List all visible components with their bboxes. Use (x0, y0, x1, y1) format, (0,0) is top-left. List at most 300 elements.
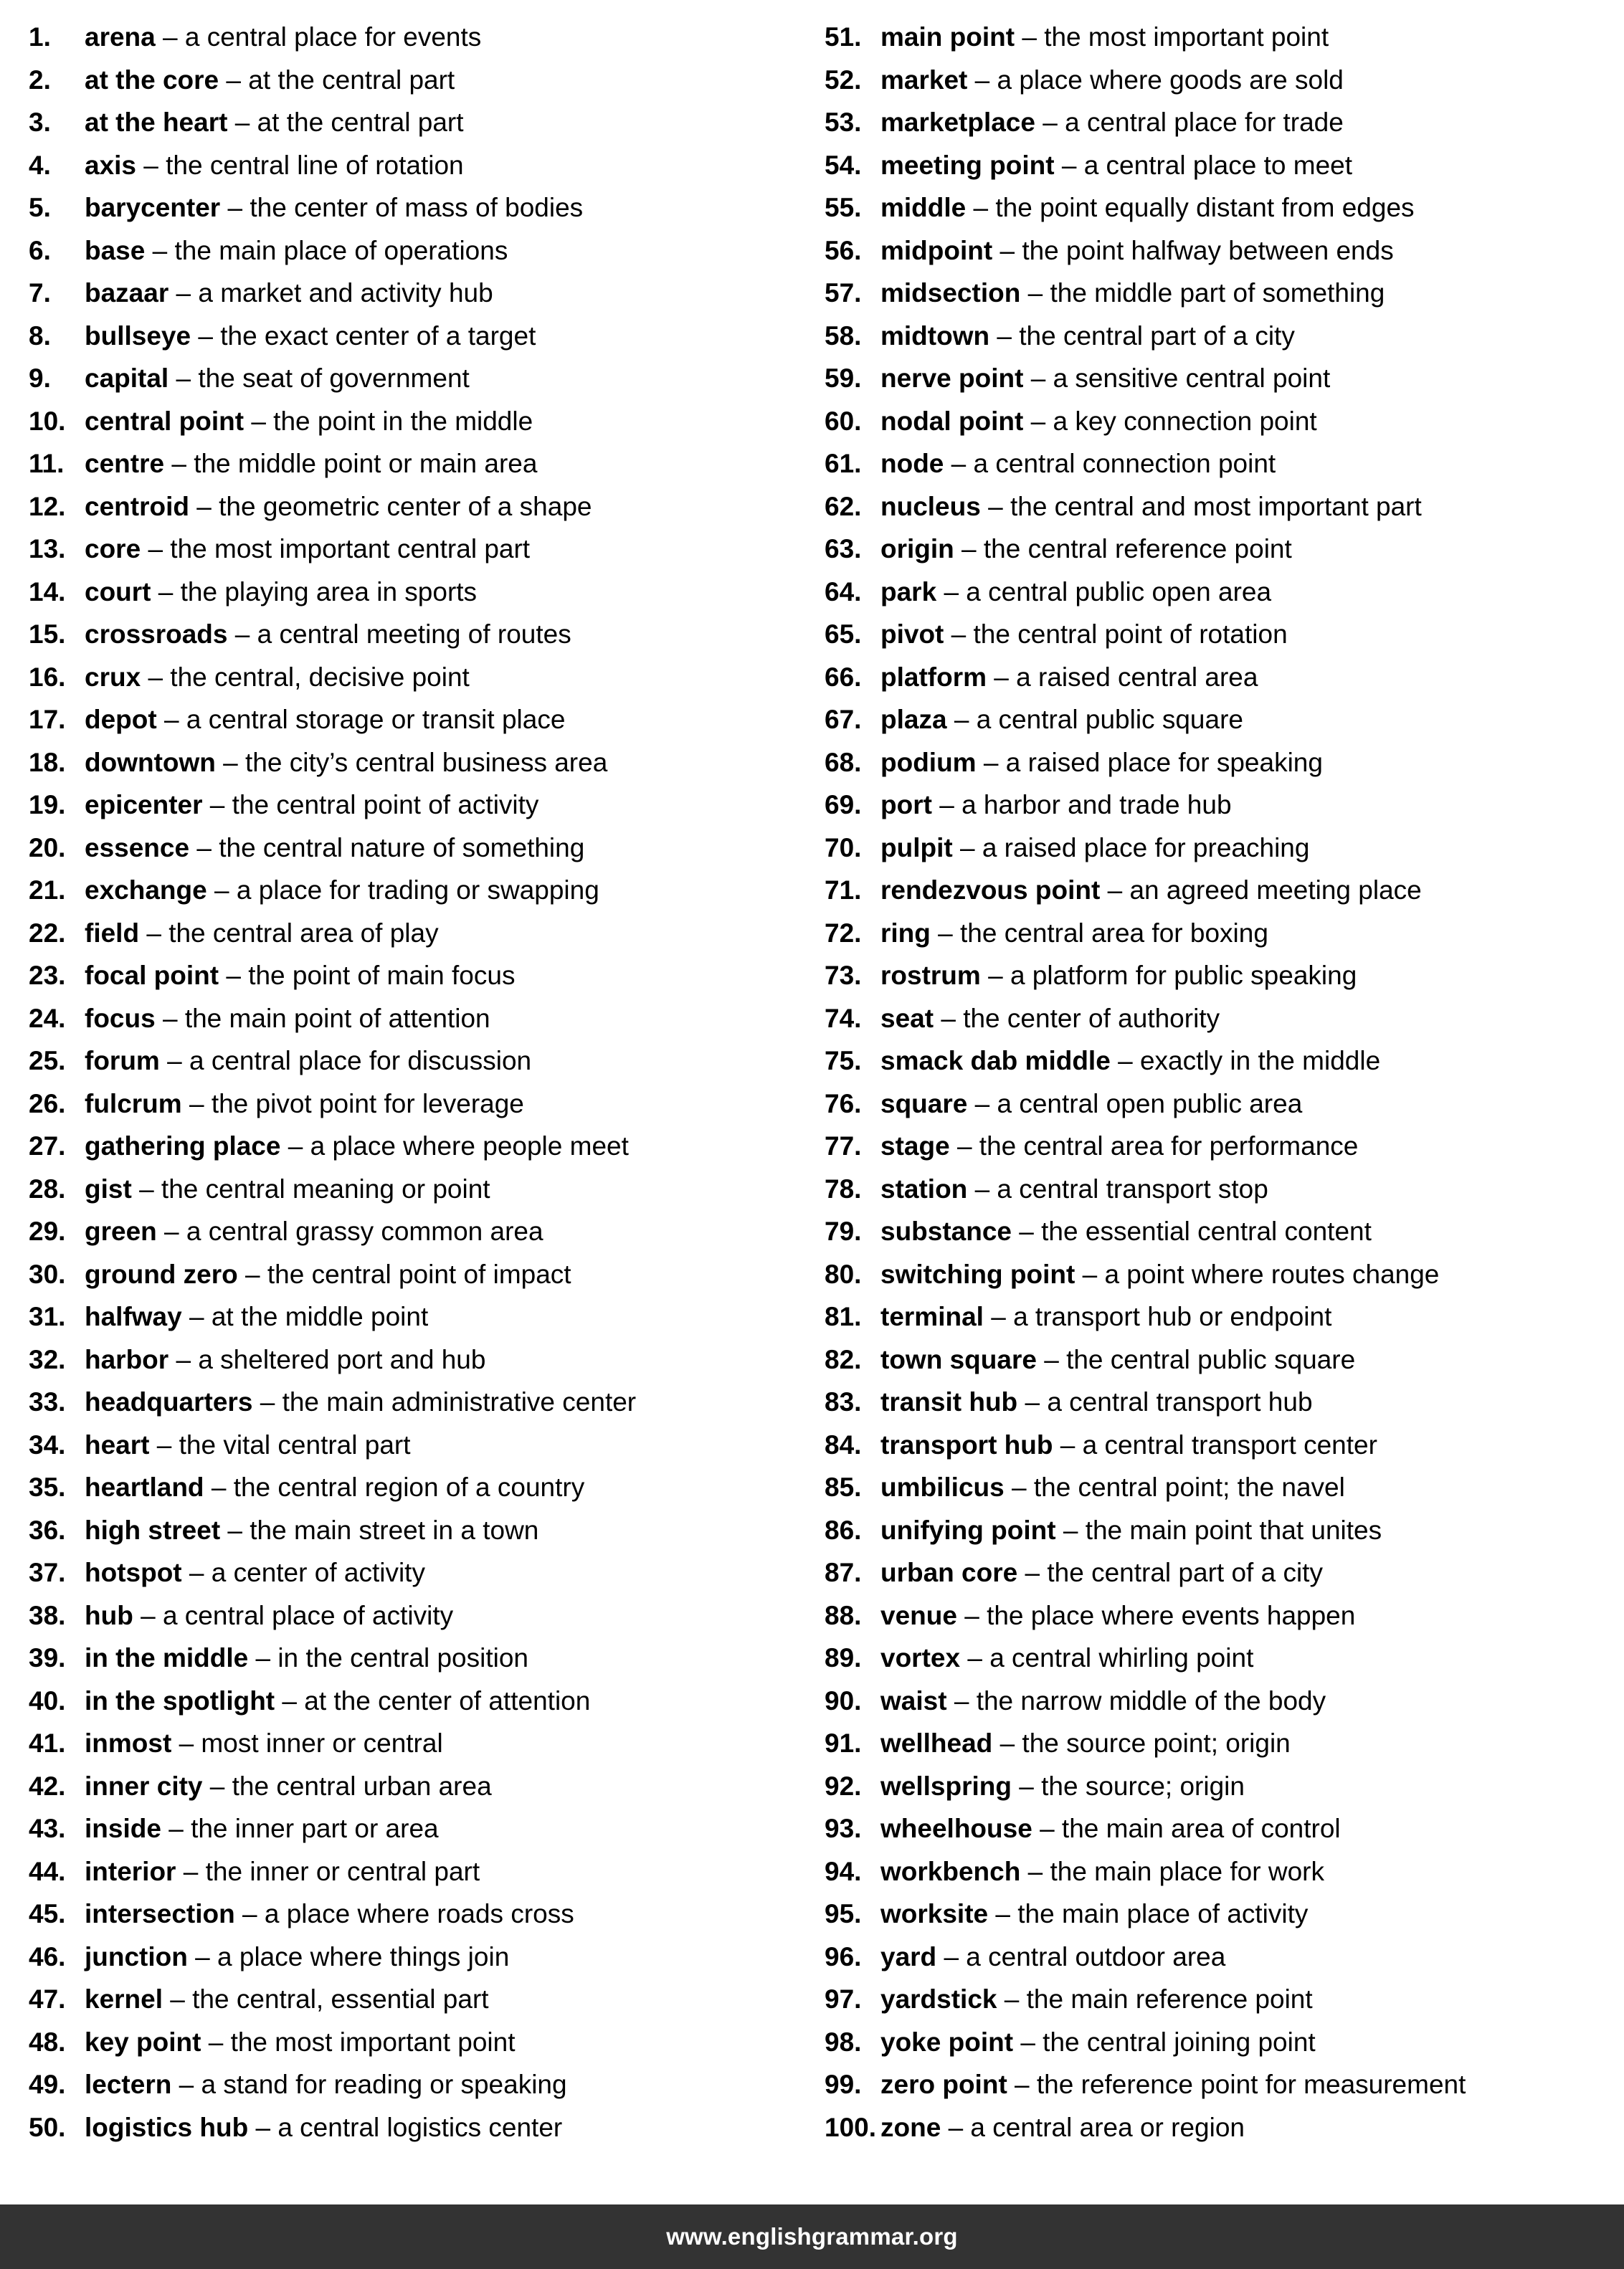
list-item-separator: – (148, 534, 163, 563)
list-item-body (85, 16, 481, 59)
list-item-body (880, 1850, 1324, 1893)
list-item-definition: a place where people meet (310, 1131, 629, 1161)
list-item (29, 2021, 810, 2064)
list-item-definition: a central transport hub (1047, 1387, 1313, 1417)
list-item-separator: – (179, 1728, 194, 1758)
list-item-term: umbilicus (880, 1473, 1005, 1502)
list-item-separator: – (189, 1088, 204, 1118)
list-item-number: 62. (825, 491, 862, 521)
list-item-definition: the point of main focus (248, 961, 516, 990)
list-item (29, 400, 810, 443)
list-item (825, 186, 1599, 229)
list-item-separator: – (939, 790, 954, 819)
list-item-number: 22. (29, 918, 66, 948)
list-item-definition: a raised place for speaking (1005, 747, 1323, 777)
list-item-body (85, 528, 530, 571)
list-item-number: 92. (825, 1771, 862, 1801)
list-item-body (85, 784, 538, 827)
list-item-term: harbor (85, 1344, 169, 1374)
list-item-definition: a harbor and trade hub (961, 790, 1232, 819)
list-item-term: station (880, 1174, 968, 1204)
list-item-term: depot (85, 705, 157, 734)
list-item-body (880, 272, 1385, 315)
list-item-body (85, 1295, 428, 1338)
list-item-term: urban core (880, 1558, 1018, 1587)
list-item (29, 613, 810, 656)
list-item-separator: – (944, 1941, 959, 1971)
list-item-number: 91. (825, 1728, 862, 1758)
list-item-number: 8. (29, 320, 51, 351)
list-item-term: terminal (880, 1302, 984, 1331)
list-item-number: 95. (825, 1899, 862, 1928)
list-item (825, 698, 1599, 741)
list-item-number: 10. (29, 406, 66, 436)
two-column-layout (22, 16, 1602, 2149)
list-item-definition: the central urban area (232, 1771, 492, 1801)
list-item-term: nucleus (880, 491, 981, 521)
right-column (810, 16, 1599, 2149)
list-item-body (85, 1253, 571, 1296)
list-item-body (880, 1125, 1358, 1168)
list-item-definition: a center of activity (211, 1558, 425, 1587)
list-item-definition: the central, decisive point (170, 662, 470, 692)
list-item (29, 1338, 810, 1381)
list-item (825, 1381, 1599, 1424)
list-item (825, 1893, 1599, 1936)
list-item-separator: – (163, 705, 179, 734)
list-item-body (880, 1083, 1302, 1126)
list-item-number: 18. (29, 747, 66, 777)
list-item-definition: the main place of activity (1017, 1899, 1309, 1928)
list-item-body (880, 1168, 1268, 1211)
list-item-term: stage (880, 1131, 950, 1161)
list-item-definition: a central place of activity (162, 1600, 454, 1630)
list-item-separator: – (176, 278, 191, 308)
list-item-body (880, 1978, 1313, 2021)
list-item-term: port (880, 790, 932, 819)
list-item-term: zone (880, 2112, 941, 2142)
list-item (825, 2021, 1599, 2064)
list-item (825, 528, 1599, 571)
list-item-number: 49. (29, 2070, 66, 2099)
list-item-separator: – (1061, 150, 1077, 180)
list-item (825, 912, 1599, 955)
list-item-term: worksite (880, 1899, 989, 1928)
list-item-body (85, 485, 592, 528)
list-item (825, 1040, 1599, 1083)
list-item-number: 50. (29, 2112, 66, 2142)
list-item (825, 101, 1599, 144)
list-item (29, 1850, 810, 1893)
list-item-body (880, 1551, 1323, 1594)
list-item-term: essence (85, 832, 190, 862)
list-item (825, 442, 1599, 485)
list-item-number: 27. (29, 1131, 66, 1161)
list-item-definition: a central public square (976, 705, 1243, 734)
list-item-term: seat (880, 1003, 934, 1033)
list-item-term: focal point (85, 961, 219, 990)
list-item-number: 37. (29, 1558, 66, 1587)
list-item-number: 81. (825, 1302, 862, 1331)
list-item-term: intersection (85, 1899, 235, 1928)
list-item-separator: – (964, 1600, 979, 1630)
list-item-separator: – (1027, 1856, 1043, 1886)
list-item-definition: a central place for discussion (189, 1046, 532, 1075)
list-item-separator: – (141, 1600, 156, 1630)
list-item-body (880, 1680, 1326, 1723)
list-item-separator: – (948, 2112, 964, 2142)
list-item-body (880, 1594, 1355, 1637)
list-item-definition: a place where things join (217, 1941, 510, 1971)
list-item-definition: a transport hub or endpoint (1013, 1302, 1332, 1331)
list-item-separator: – (991, 1302, 1006, 1331)
list-item (825, 1594, 1599, 1637)
list-item (825, 1765, 1599, 1808)
list-item-body (880, 59, 1344, 102)
list-item (825, 272, 1599, 315)
list-item-number: 25. (29, 1046, 66, 1075)
list-item (825, 1168, 1599, 1211)
list-item-body (880, 400, 1317, 443)
list-item-number: 48. (29, 2027, 66, 2057)
list-item-definition: the point equally distant from edges (995, 193, 1415, 222)
list-item-body (85, 229, 508, 272)
list-item-separator: – (196, 491, 212, 521)
list-item-term: arena (85, 22, 156, 52)
list-item-definition: at the middle point (211, 1302, 429, 1331)
list-item (29, 2106, 810, 2149)
list-item (825, 613, 1599, 656)
list-item-separator: – (973, 193, 989, 222)
list-item-body (880, 613, 1288, 656)
list-item-number: 56. (825, 235, 862, 265)
list-item-number: 23. (29, 961, 66, 990)
list-item-number: 90. (825, 1685, 862, 1716)
list-item-number: 19. (29, 790, 66, 819)
list-item-term: at the heart (85, 108, 228, 137)
list-item-separator: – (938, 918, 953, 948)
list-item-body (880, 16, 1329, 59)
list-item-number: 32. (29, 1344, 66, 1374)
list-item-term: green (85, 1217, 157, 1246)
synonym-list-left (29, 16, 810, 2149)
list-item-body (880, 1637, 1253, 1680)
list-item-number: 60. (825, 406, 862, 436)
list-item-separator: – (997, 320, 1012, 351)
list-item-definition: the center of authority (963, 1003, 1220, 1033)
list-item-definition: the source point; origin (1022, 1728, 1291, 1758)
list-item-body (880, 186, 1415, 229)
list-item-definition: the most important central part (170, 534, 531, 563)
list-item-definition: the main street in a town (250, 1515, 539, 1545)
list-item-separator: – (167, 1046, 182, 1075)
list-item (825, 869, 1599, 912)
list-item-number: 52. (825, 65, 862, 95)
list-item-separator: – (176, 1344, 191, 1374)
list-item-separator: – (1020, 2027, 1035, 2057)
list-item-body (85, 1680, 590, 1723)
list-item-body (85, 1424, 411, 1467)
list-item-definition: the city’s central business area (245, 747, 608, 777)
list-item-term: crossroads (85, 619, 228, 649)
list-item (29, 954, 810, 997)
list-item-separator: – (941, 1003, 956, 1033)
list-item-separator: – (214, 875, 229, 905)
list-item-body (85, 144, 464, 187)
list-item-definition: the central line of rotation (166, 150, 464, 180)
list-item-body (880, 2063, 1466, 2106)
list-item-number: 9. (29, 363, 51, 393)
list-item-separator: – (163, 22, 178, 52)
list-item-body (85, 1594, 453, 1637)
list-item (29, 656, 810, 699)
list-item-body (85, 1807, 439, 1850)
list-item-body (880, 1040, 1380, 1083)
list-item-number: 29. (29, 1217, 66, 1246)
list-item-term: axis (85, 150, 137, 180)
list-item-separator: – (1015, 2070, 1030, 2099)
list-item (29, 1722, 810, 1765)
list-item-body (880, 1253, 1439, 1296)
list-item-body (85, 1466, 584, 1509)
footer-website-url: www.englishgrammar.org (666, 2223, 958, 2250)
list-item-definition: a central public open area (966, 576, 1272, 607)
list-item-separator: – (189, 1302, 204, 1331)
list-item-term: midtown (880, 320, 990, 351)
list-item-term: in the middle (85, 1643, 249, 1673)
list-item-definition: the central public square (1066, 1344, 1356, 1374)
list-item (825, 1466, 1599, 1509)
list-item-definition: the main place for work (1050, 1856, 1324, 1886)
list-item-body (880, 144, 1352, 187)
list-item (29, 1893, 810, 1936)
list-item-number: 53. (825, 108, 862, 137)
list-item-term: centre (85, 449, 165, 478)
list-item (825, 1637, 1599, 1680)
list-item-number: 30. (29, 1259, 66, 1289)
list-item-separator: – (209, 790, 225, 819)
list-item (29, 357, 810, 400)
list-item-term: heart (85, 1430, 150, 1460)
list-item (29, 1125, 810, 1168)
list-item-body (85, 2063, 567, 2106)
list-item-term: kernel (85, 1984, 163, 2014)
list-item-separator: – (1060, 1430, 1075, 1460)
list-item-definition: the central area of play (168, 918, 439, 948)
list-item-number: 94. (825, 1856, 862, 1886)
list-item-term: yoke point (880, 2027, 1014, 2057)
list-item-body (880, 1765, 1245, 1808)
list-item-separator: – (162, 1003, 178, 1033)
list-item (29, 997, 810, 1040)
list-item-term: halfway (85, 1302, 182, 1331)
list-item-number: 2. (29, 65, 51, 95)
list-item-separator: – (1011, 1473, 1027, 1502)
list-item-number: 20. (29, 832, 66, 862)
list-item (29, 571, 810, 614)
list-item (825, 1551, 1599, 1594)
list-item-separator: – (255, 2112, 271, 2142)
list-item-definition: a central logistics center (277, 2112, 563, 2142)
list-item (29, 741, 810, 784)
list-item-number: 38. (29, 1600, 66, 1630)
list-item (29, 1807, 810, 1850)
list-item-number: 3. (29, 108, 51, 137)
list-item-definition: the main point of attention (184, 1003, 490, 1033)
list-item-definition: a stand for reading or speaking (201, 2070, 567, 2099)
list-item-body (85, 1850, 480, 1893)
list-item-term: gathering place (85, 1131, 281, 1161)
list-item-number: 89. (825, 1643, 862, 1673)
list-item-term: logistics hub (85, 2112, 249, 2142)
list-item-number: 80. (825, 1259, 862, 1289)
list-item-definition: at the central part (257, 108, 464, 137)
list-item-number: 33. (29, 1387, 66, 1417)
list-item (29, 229, 810, 272)
list-item-body (85, 1893, 574, 1936)
list-item-term: capital (85, 363, 169, 393)
list-item-separator: – (146, 918, 161, 948)
list-item-body (880, 656, 1258, 699)
list-item-term: workbench (880, 1856, 1021, 1886)
list-item (825, 400, 1599, 443)
list-item-separator: – (196, 832, 212, 862)
list-item-body (85, 315, 536, 358)
list-item-body (880, 1295, 1331, 1338)
list-item-term: heartland (85, 1473, 204, 1502)
list-item-separator: – (999, 235, 1015, 265)
list-item-number: 24. (29, 1003, 66, 1033)
list-item-number: 15. (29, 619, 66, 649)
list-item-separator: – (156, 1430, 172, 1460)
list-item-definition: at the central part (248, 65, 455, 95)
list-item-term: transit hub (880, 1387, 1018, 1417)
list-item-body (85, 954, 515, 997)
list-item-definition: the reference point for measurement (1036, 2070, 1466, 2099)
list-item (29, 827, 810, 870)
list-item-definition: the center of mass of bodies (250, 193, 584, 222)
list-item-definition: the central reference point (983, 534, 1292, 563)
list-item-body (880, 827, 1309, 870)
list-item (825, 827, 1599, 870)
list-item-definition: the central joining point (1043, 2027, 1316, 2057)
list-item-body (880, 1424, 1377, 1467)
list-item-number: 55. (825, 193, 862, 222)
list-item-definition: the geometric center of a shape (219, 491, 592, 521)
list-item-definition: a place where roads cross (264, 1899, 574, 1928)
list-item-term: hub (85, 1600, 133, 1630)
list-item-number: 78. (825, 1174, 862, 1204)
list-item-definition: the central area for performance (979, 1131, 1359, 1161)
list-item (29, 101, 810, 144)
list-item-number: 17. (29, 705, 66, 734)
list-item-separator: – (994, 662, 1009, 692)
list-item-body (880, 741, 1323, 784)
list-item-separator: – (1043, 108, 1058, 137)
list-item-number: 44. (29, 1856, 66, 1886)
list-item (825, 2063, 1599, 2106)
list-item-number: 71. (825, 875, 862, 905)
list-item-definition: a central whirling point (989, 1643, 1254, 1673)
list-item-body (85, 1765, 492, 1808)
list-item-body (85, 1551, 425, 1594)
list-item-separator: – (1063, 1515, 1078, 1545)
list-item-body (880, 315, 1295, 358)
list-item-term: meeting point (880, 150, 1055, 180)
list-item-definition: a raised central area (1016, 662, 1258, 692)
list-item (29, 528, 810, 571)
list-item-separator: – (158, 576, 174, 607)
list-item (29, 1466, 810, 1509)
list-item-separator: – (1025, 1558, 1040, 1587)
list-item-number: 99. (825, 2070, 862, 2099)
list-item-body (85, 1722, 443, 1765)
list-item (825, 571, 1599, 614)
list-item-separator: – (288, 1131, 303, 1161)
list-item-number: 75. (825, 1046, 862, 1075)
list-item-body (880, 1466, 1345, 1509)
list-item (825, 1295, 1599, 1338)
list-item-number: 87. (825, 1558, 862, 1587)
list-item-definition: the most important point (1044, 22, 1329, 52)
list-item-separator: – (211, 1473, 227, 1502)
list-item-definition: the main place of operations (174, 235, 508, 265)
list-item-body (85, 357, 470, 400)
list-item-definition: the exact center of a target (220, 320, 536, 351)
list-item-definition: the central point of rotation (973, 619, 1288, 649)
list-item-body (880, 698, 1243, 741)
list-item-definition: at the center of attention (304, 1685, 591, 1716)
list-item-number: 21. (29, 875, 66, 905)
list-item-separator: – (251, 406, 266, 436)
list-item-term: unifying point (880, 1515, 1056, 1545)
list-item-body (85, 2106, 562, 2149)
list-item (29, 1551, 810, 1594)
list-item-separator: – (988, 491, 1003, 521)
list-item-definition: the central and most important part (1010, 491, 1422, 521)
list-item-number: 79. (825, 1217, 862, 1246)
list-item-body (85, 997, 490, 1040)
list-item-definition: the central part of a city (1047, 1558, 1323, 1587)
list-item-definition: a key connection point (1053, 406, 1317, 436)
list-item (825, 1936, 1599, 1979)
list-item-term: square (880, 1088, 968, 1118)
list-item-term: key point (85, 2027, 201, 2057)
list-item-definition: in the central position (277, 1643, 528, 1673)
list-item-separator: – (198, 320, 213, 351)
list-item-separator: – (951, 449, 967, 478)
list-item (825, 59, 1599, 102)
list-item-body (85, 1509, 538, 1552)
list-item-number: 4. (29, 150, 51, 180)
list-item-term: gist (85, 1174, 132, 1204)
list-item-number: 61. (825, 449, 862, 478)
list-item-term: field (85, 918, 140, 948)
list-item-number: 70. (825, 832, 862, 862)
list-item-term: vortex (880, 1643, 961, 1673)
list-item (825, 1338, 1599, 1381)
list-item (825, 1722, 1599, 1765)
list-item-term: focus (85, 1003, 156, 1033)
list-item-separator: – (1019, 1217, 1034, 1246)
list-item-definition: a central place for trade (1065, 108, 1344, 137)
list-item-term: fulcrum (85, 1088, 182, 1118)
list-item-number: 13. (29, 534, 66, 563)
list-item-term: inner city (85, 1771, 203, 1801)
list-item-body (85, 1381, 636, 1424)
list-item-body (880, 869, 1422, 912)
list-item (29, 2063, 810, 2106)
